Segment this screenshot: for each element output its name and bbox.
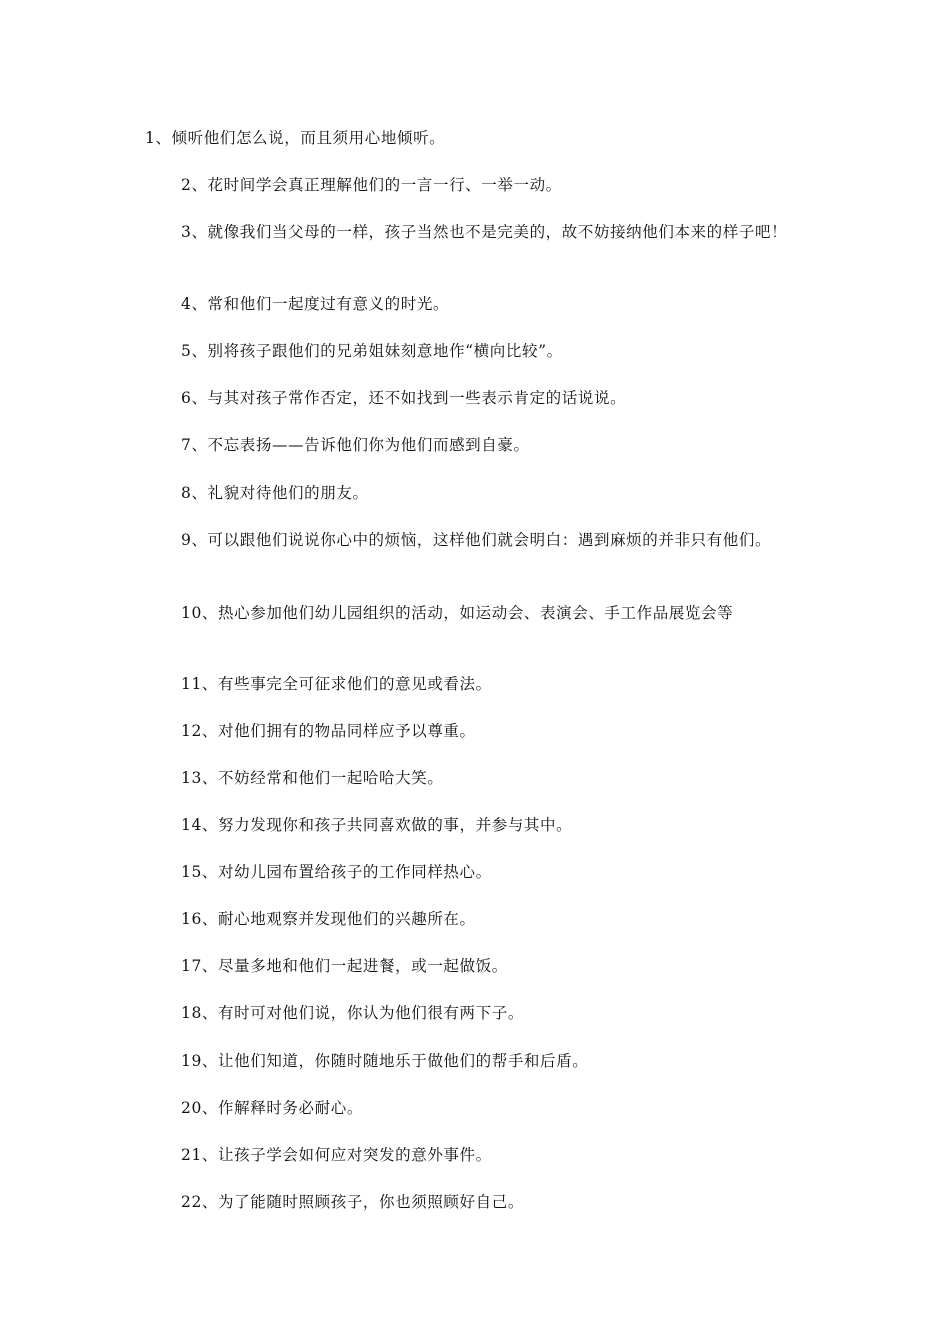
list-item: 13、不妨经常和他们一起哈哈大笑。 [181, 769, 444, 787]
list-item: 18、有时可对他们说，你认为他们很有两下子。 [181, 1004, 524, 1022]
list-item: 11、有些事完全可征求他们的意见或看法。 [181, 675, 492, 693]
list-item: 3、就像我们当父母的一样，孩子当然也不是完美的，故不妨接纳他们本来的样子吧！ [181, 223, 788, 241]
list-item: 17、尽量多地和他们一起进餐，或一起做饭。 [181, 957, 508, 975]
list-item: 22、为了能随时照顾孩子，你也须照顾好自己。 [181, 1193, 524, 1211]
list-item: 14、努力发现你和孩子共同喜欢做的事，并参与其中。 [181, 816, 573, 834]
list-item: 12、对他们拥有的物品同样应予以尊重。 [181, 722, 476, 740]
list-item: 1、倾听他们怎么说，而且须用心地倾听。 [145, 129, 446, 147]
list-item: 21、让孩子学会如何应对突发的意外事件。 [181, 1146, 492, 1164]
list-item: 7、不忘表扬——告诉他们你为他们而感到自豪。 [181, 436, 530, 454]
list-item: 10、热心参加他们幼儿园组织的活动，如运动会、表演会、手工作品展览会等 [181, 604, 734, 622]
list-item: 5、别将孩子跟他们的兄弟姐妹刻意地作“横向比较”。 [181, 342, 563, 360]
list-item: 8、礼貌对待他们的朋友。 [181, 484, 369, 502]
list-item: 6、与其对孩子常作否定，还不如找到一些表示肯定的话说说。 [181, 389, 627, 407]
list-item: 20、作解释时务必耐心。 [181, 1099, 363, 1117]
list-item: 2、花时间学会真正理解他们的一言一行、一举一动。 [181, 176, 562, 194]
list-item: 4、常和他们一起度过有意义的时光。 [181, 295, 450, 313]
list-item: 15、对幼儿园布置给孩子的工作同样热心。 [181, 863, 492, 881]
list-item: 16、耐心地观察并发现他们的兴趣所在。 [181, 910, 476, 928]
list-item: 19、让他们知道，你随时随地乐于做他们的帮手和后盾。 [181, 1052, 589, 1070]
list-item: 9、可以跟他们说说你心中的烦恼，这样他们就会明白：遇到麻烦的并非只有他们。 [181, 531, 772, 549]
